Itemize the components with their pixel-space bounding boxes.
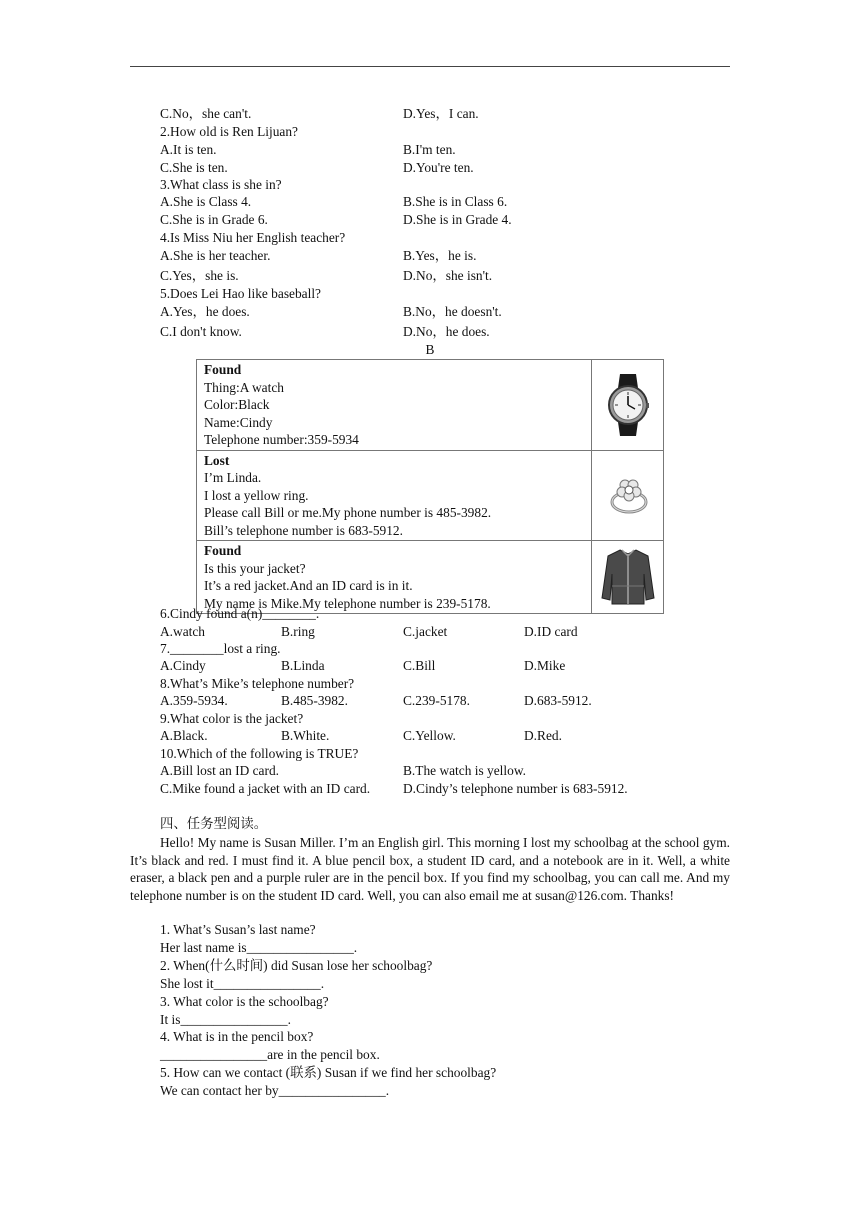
option-10d: D.Cindy’s telephone number is 683-5912. xyxy=(403,781,628,796)
option-4a: A.She is her teacher. xyxy=(160,248,271,263)
option-9d: D.Red. xyxy=(524,728,562,743)
option-1d: D.Yes，I can. xyxy=(403,106,479,121)
option-3a: A.She is Class 4. xyxy=(160,194,252,209)
notice-line: Name:Cindy xyxy=(204,414,273,430)
notice-row xyxy=(197,541,664,614)
notice-title: Lost xyxy=(204,452,230,468)
question-9: 9.What color is the jacket? xyxy=(160,711,304,726)
notice-line: Telephone number:359-5934 xyxy=(204,432,359,447)
task-5-question: 5. How can we contact (联系) Susan if we find her schoolbag? xyxy=(160,1065,497,1080)
option-5d: D.No，he does. xyxy=(403,324,490,339)
question-2: 2.How old is Ren Lijuan? xyxy=(160,124,298,139)
task-4-answer: ________________are in the pencil box. xyxy=(160,1047,380,1062)
option-8b: B.485-3982. xyxy=(281,693,348,708)
option-8d: D.683-5912. xyxy=(524,693,592,708)
option-1c: C.No，she can't. xyxy=(160,106,252,121)
notice-picture xyxy=(592,360,664,451)
notice-picture xyxy=(592,541,664,614)
task-1-answer: Her last name is________________. xyxy=(160,940,358,955)
option-10a: A.Bill lost an ID card. xyxy=(160,763,280,778)
notice-text xyxy=(197,450,592,541)
option-7b: B.Linda xyxy=(281,658,325,673)
option-4d: D.No，she isn't. xyxy=(403,268,493,283)
option-7c: C.Bill xyxy=(403,658,436,673)
option-6a: A.watch xyxy=(160,624,205,639)
task-1-question: 1. What’s Susan’s last name? xyxy=(160,922,316,937)
notice-line: It’s a red jacket.And an ID card is in it. xyxy=(204,578,413,593)
option-9b: B.White. xyxy=(281,728,330,743)
option-6d: D.ID card xyxy=(524,624,578,639)
notice-text xyxy=(197,541,592,614)
section-b-label: B xyxy=(425,342,435,357)
option-5a: A.Yes，he does. xyxy=(160,304,250,319)
option-9c: C.Yellow. xyxy=(403,728,456,743)
option-6b: B.ring xyxy=(281,624,315,639)
notice-row xyxy=(197,450,664,541)
task-2-question: 2. When(什么时间) did Susan lose her schoolbag? xyxy=(160,958,433,973)
notice-row xyxy=(197,360,664,451)
notice-line: Color:Black xyxy=(204,397,270,412)
question-5: 5.Does Lei Hao like baseball? xyxy=(160,286,322,301)
question-8: 8.What’s Mike’s telephone number? xyxy=(160,676,355,691)
option-3c: C.She is in Grade 6. xyxy=(160,212,268,227)
task-5-answer: We can contact her by________________. xyxy=(160,1083,390,1098)
question-3: 3.What class is she in? xyxy=(160,177,282,192)
option-4b: B.Yes，he is. xyxy=(403,248,477,263)
option-2a: A.It is ten. xyxy=(160,142,217,157)
option-9a: A.Black. xyxy=(160,728,208,743)
option-3d: D.She is in Grade 4. xyxy=(403,212,512,227)
task-3-answer: It is________________. xyxy=(160,1012,291,1027)
option-2b: B.I'm ten. xyxy=(403,142,456,157)
option-10b: B.The watch is yellow. xyxy=(403,763,526,778)
notice-line: My name is Mike.My telephone number is 239-5178. xyxy=(204,595,491,611)
notice-line: I lost a yellow ring. xyxy=(204,487,309,503)
option-7a: A.Cindy xyxy=(160,658,206,673)
option-2c: C.She is ten. xyxy=(160,160,228,175)
option-2d: D.You're ten. xyxy=(403,160,474,175)
option-7d: D.Mike xyxy=(524,658,566,673)
notice-line: Is this your jacket? xyxy=(204,560,306,576)
section-4-title: 四、任务型阅读。 xyxy=(160,816,268,831)
notice-title: Found xyxy=(204,362,242,377)
question-10: 10.Which of the following is TRUE? xyxy=(160,746,359,761)
notice-text xyxy=(197,360,592,451)
task-2-answer: She lost it________________. xyxy=(160,976,325,991)
notice-title: Found xyxy=(204,543,242,558)
question-6: 6.Cindy found a(n)________. xyxy=(160,606,320,621)
reading-passage: Hello! My name is Susan Miller. I’m an English girl. This morning I lost my schoolbag at the school gym. It’s black and red. I must find it. A blue pencil box, a student ID card, and a notebook are in it. Well, a white eraser, a black pen and a purple ruler are in the pencil box. If you find my schoolbag, you can call me. And my telephone number is on the student ID card. Well, you can also email me at susan@126.com. Thanks! xyxy=(130,835,730,903)
option-5b: B.No，he doesn't. xyxy=(403,304,502,319)
question-7: 7.________lost a ring. xyxy=(160,641,281,656)
option-5c: C.I don't know. xyxy=(160,324,242,339)
header-rule xyxy=(130,66,730,67)
option-10c: C.Mike found a jacket with an ID card. xyxy=(160,781,371,796)
jacket-icon xyxy=(600,546,656,608)
option-8c: C.239-5178. xyxy=(403,693,470,708)
notices-table xyxy=(196,359,664,614)
ring-icon xyxy=(605,472,651,518)
notice-line: I’m Linda. xyxy=(204,470,262,485)
watch-icon xyxy=(606,372,650,438)
task-3-question: 3. What color is the schoolbag? xyxy=(160,994,329,1009)
notice-line: Please call Bill or me.My phone number is 485-3982. xyxy=(204,505,492,520)
option-3b: B.She is in Class 6. xyxy=(403,194,508,209)
option-6c: C.jacket xyxy=(403,624,448,639)
task-4-question: 4. What is in the pencil box? xyxy=(160,1029,314,1044)
notice-picture xyxy=(592,450,664,541)
notice-line: Bill’s telephone number is 683-5912. xyxy=(204,522,403,538)
option-8a: A.359-5934. xyxy=(160,693,228,708)
notice-line: Thing:A watch xyxy=(204,379,284,395)
question-4: 4.Is Miss Niu her English teacher? xyxy=(160,230,346,245)
option-4c: C.Yes，she is. xyxy=(160,268,239,283)
